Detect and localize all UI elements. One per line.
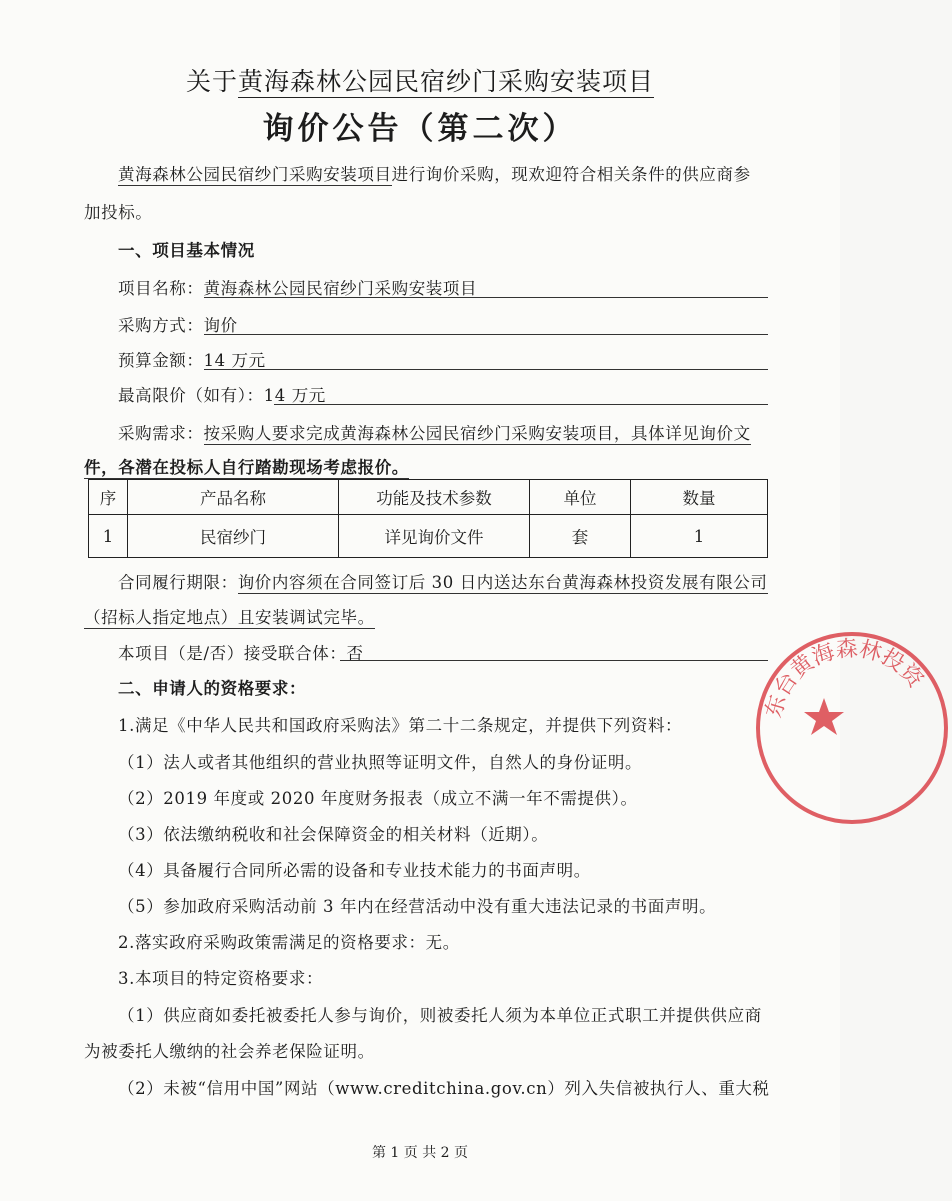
table-cell: 详见询价文件 [339,515,530,558]
underline [274,404,768,405]
special-req-2-line-1: （2）未被“信用中国”网站（www.creditchina.gov.cn）列入失信被执行人、重大税 [118,1079,770,1098]
table-cell: 1 [89,515,128,558]
field-label: 预算金额： [118,351,204,370]
table-row [89,515,768,558]
seal-star-icon [804,698,844,735]
intro-text: 进行询价采购，现欢迎符合相关条件的供应商参 [391,165,751,184]
field-value: 黄海森林公园民宿纱门采购安装项目 [203,279,478,298]
demand-line-2: 件，各潜在投标人自行踏勘现场考虑报价。 [84,458,409,477]
table-header-row [89,480,768,515]
field-procurement-method [118,312,238,336]
field-label: 项目名称： [118,279,204,298]
field-budget [118,347,266,371]
list-item: （4）具备履行合同所必需的设备和专业技术能力的书面声明。 [118,861,591,880]
underline [204,369,768,370]
title-line-1 [0,62,840,98]
contract-line-1 [118,569,768,593]
underline [204,334,768,335]
underline [204,297,768,298]
field-value: 14 万元 [203,351,266,370]
col-header: 序 [89,480,128,515]
table-cell: 民宿纱门 [128,515,339,558]
intro-project-name: 黄海森林公园民宿纱门采购安装项目 [118,165,392,184]
field-project-name [118,275,477,299]
list-item: 2.落实政府采购政策需满足的资格要求：无。 [118,933,460,952]
field-value: 14 万元 [263,386,326,405]
contract-label: 合同履行期限： [118,573,238,592]
list-item: （5）参加政府采购活动前 3 年内在经营活动中没有重大违法记录的书面声明。 [118,897,717,916]
field-max-price [118,382,326,406]
title-project-name: 黄海森林公园民宿纱门采购安装项目 [238,67,655,96]
seal-ring [758,634,946,822]
consortium-label: 本项目（是/否）接受联合体： [118,644,347,663]
list-item: （1）法人或者其他组织的营业执照等证明文件，自然人的身份证明。 [118,753,643,772]
table-cell: 1 [631,515,768,558]
col-header: 单位 [530,480,631,515]
section2-heading: 二、申请人的资格要求： [118,679,307,698]
list-item: （2）2019 年度或 2020 年度财务报表（成立不满一年不需提供）。 [118,789,638,808]
consortium-line [118,640,364,664]
intro-line-1 [118,161,751,185]
list-item: （3）依法缴纳税收和社会保障资金的相关材料（近期）。 [118,825,549,844]
field-label: 最高限价（如有）： [118,386,264,405]
title-prefix: 关于 [185,67,238,96]
col-header: 功能及技术参数 [339,480,530,515]
field-value: 按采购人要求完成黄海森林公园民宿纱门采购安装项目，具体详见询价文 [203,424,751,443]
table-cell: 套 [530,515,631,558]
consortium-value: 否 [346,644,364,663]
items-table [88,479,768,558]
section1-heading: 一、项目基本情况 [118,241,255,260]
list-item: 1.满足《中华人民共和国政府采购法》第二十二条规定，并提供下列资料： [118,716,683,735]
special-req-1-line-2: 为被委托人缴纳的社会养老保险证明。 [84,1042,375,1061]
field-label: 采购需求： [118,424,204,443]
field-value: 询价 [203,316,238,335]
field-demand [118,420,751,444]
intro-line-2: 加投标。 [84,203,153,222]
field-label: 采购方式： [118,316,204,335]
company-seal [752,628,952,828]
list-item: 3.本项目的特定资格要求： [118,969,324,988]
contract-line-2: （招标人指定地点）且安装调试完毕。 [84,608,375,627]
contract-value: 询价内容须在合同签订后 30 日内送达东台黄海森林投资发展有限公司 [237,573,768,592]
seal-text: 东台黄海森林投资 [761,636,928,721]
page-title: 询价公告（第二次） [262,111,578,147]
underline [340,660,768,661]
col-header: 数量 [631,480,768,515]
page-footer: 第 1 页 共 2 页 [371,1145,469,1161]
col-header: 产品名称 [128,480,339,515]
special-req-1-line-1: （1）供应商如委托被委托人参与询价，则被委托人须为本单位正式职工并提供供应商 [118,1006,762,1025]
